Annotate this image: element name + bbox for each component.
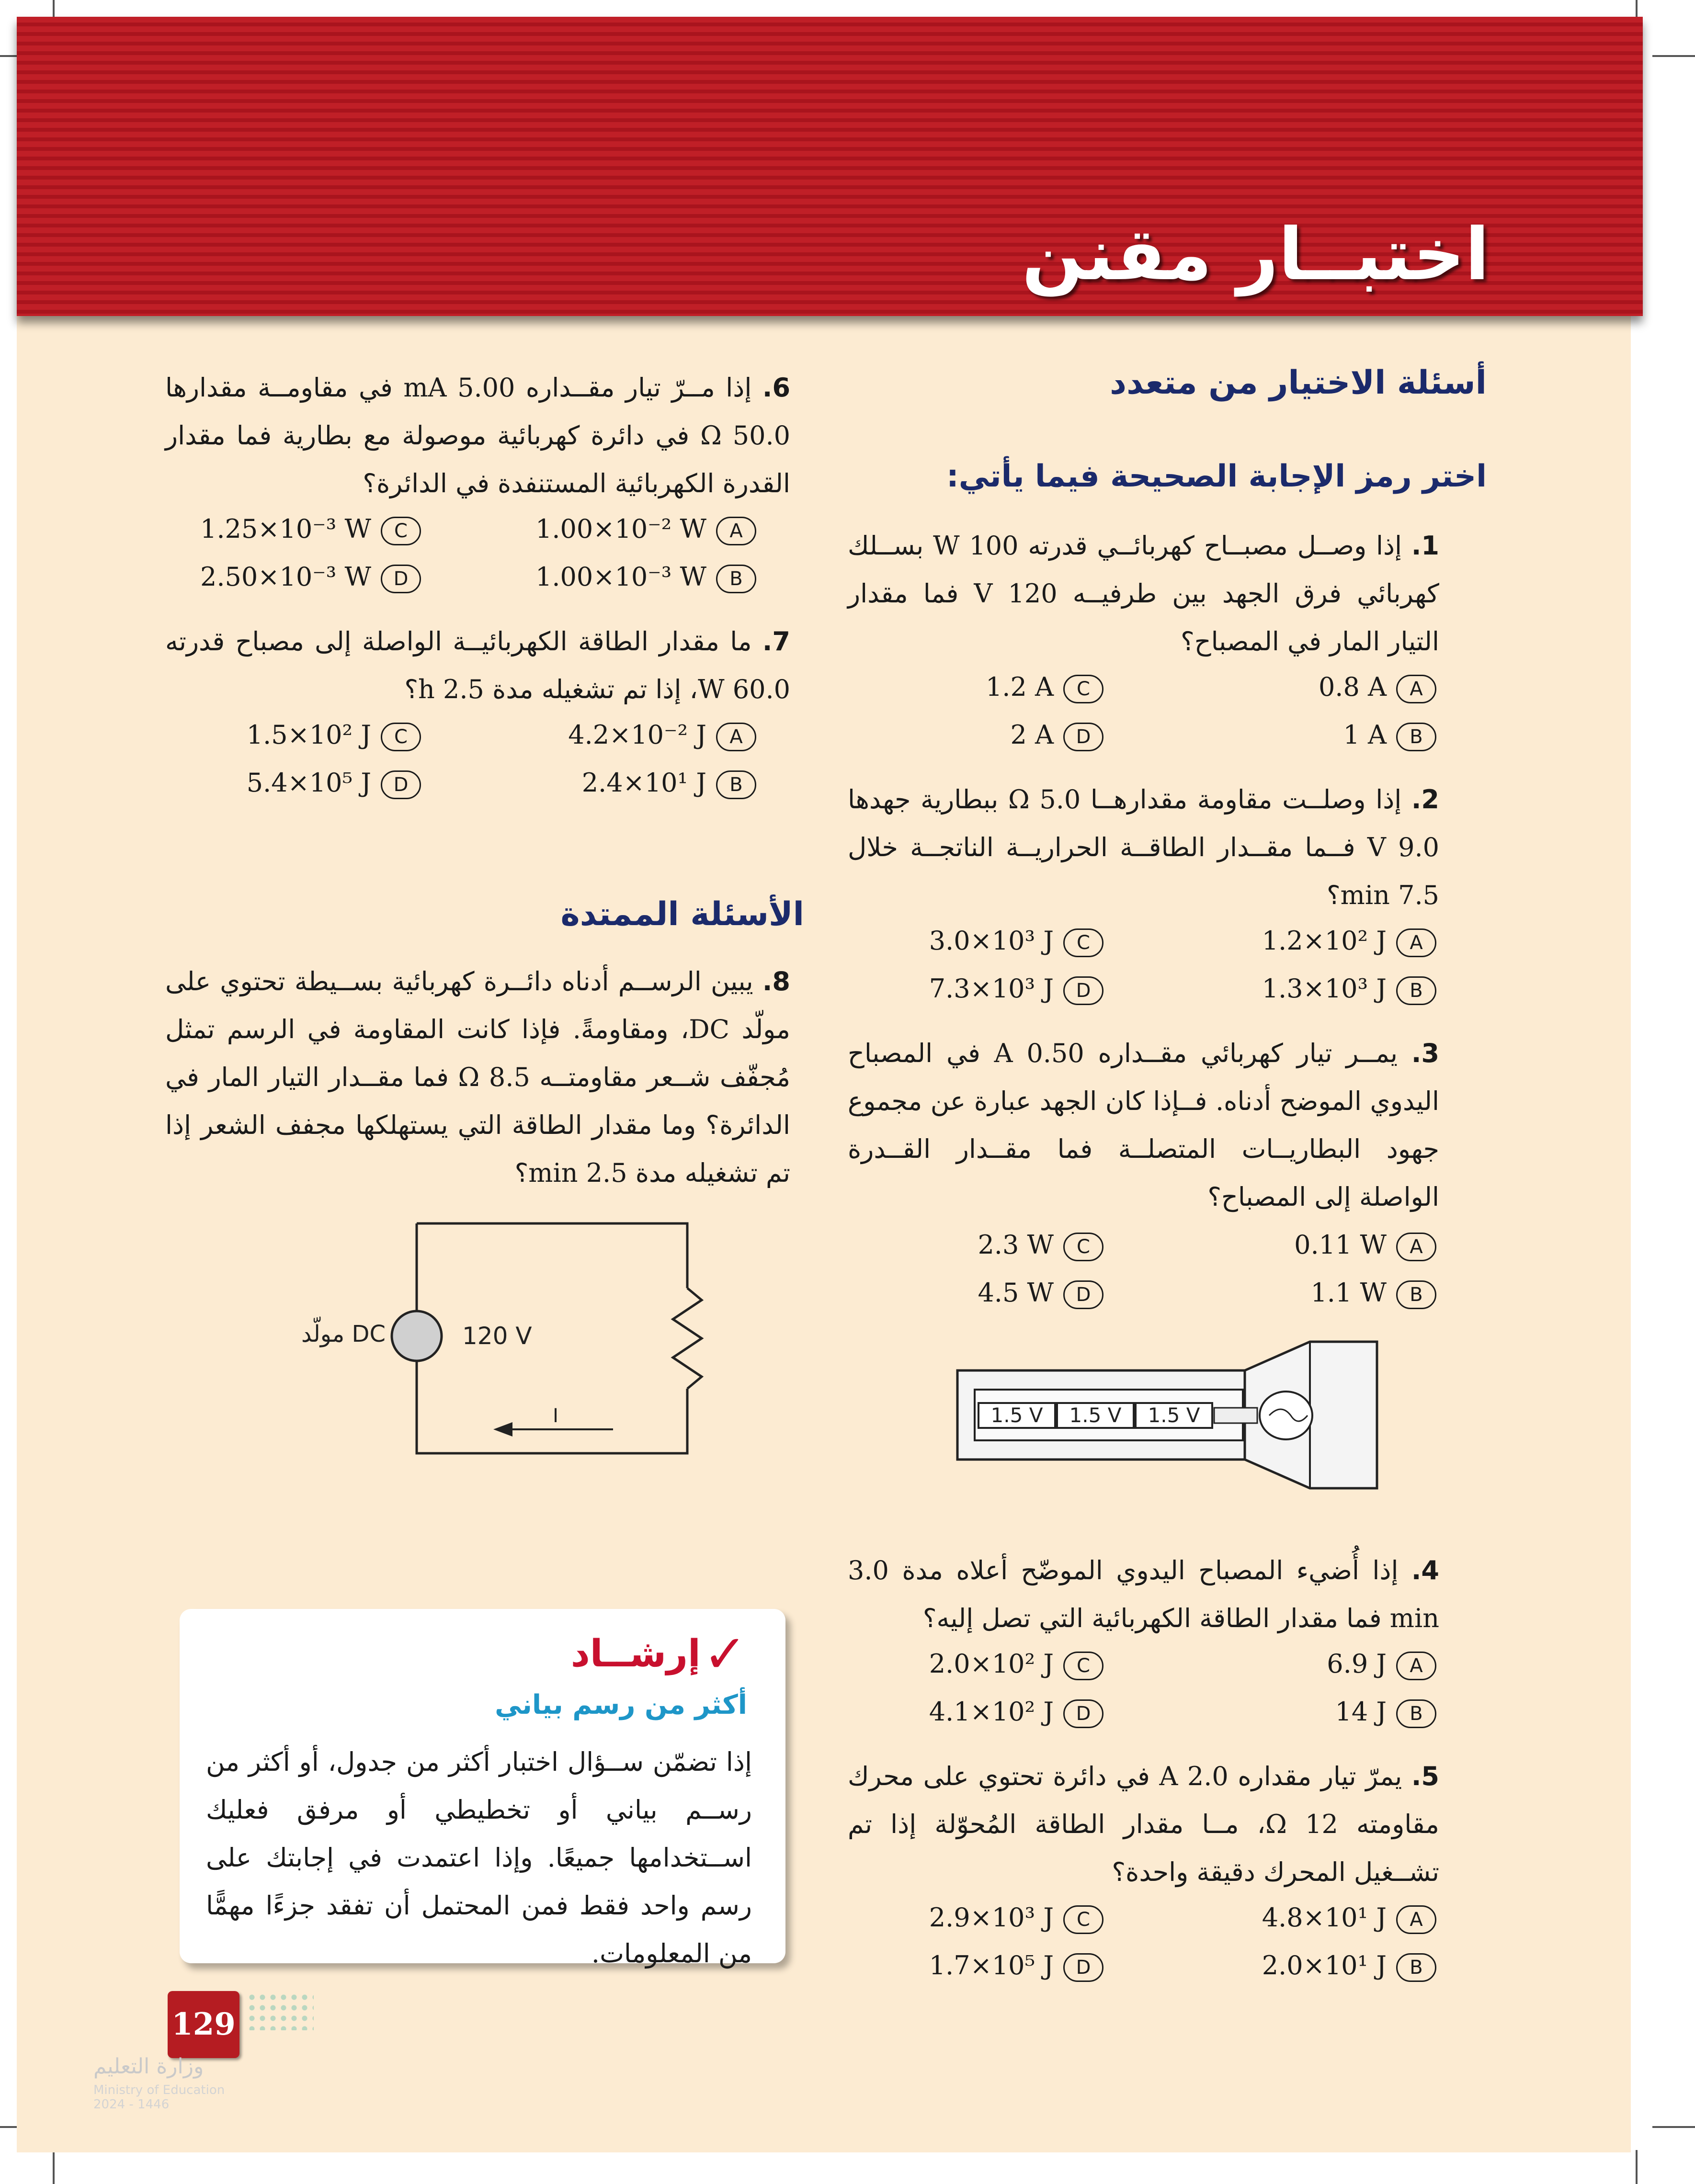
tip-heading bbox=[571, 1623, 747, 1685]
option-value: 6.9 J bbox=[1327, 1649, 1387, 1679]
option-value: 5.4×10⁵ J bbox=[246, 768, 371, 798]
question-text: يمرّ تيار مقداره 2.0 A في دائرة تحتوي على محرك مقاومته 12 Ω، مــا مقدار الطاقة المُحوّلة إذا تم تشــغيل المحرك دقيقة واحدة؟ bbox=[848, 1761, 1439, 1887]
crop-mark bbox=[1636, 2150, 1638, 2184]
question-text: يمــر تيار كهربائي مقــداره 0.50 A في المصباح اليدوي الموضح أدناه. فــإذا كان الجهد عبارة عن مجموع جهود البطاريــات المتصلــة فما مقــدار القــدرة الواصلة إلى المصباح؟ bbox=[848, 1038, 1439, 1212]
option-letter-b: B bbox=[1396, 1953, 1436, 1982]
ministry-year: 2024 - 1446 bbox=[93, 2097, 170, 2112]
option-letter-d: D bbox=[1063, 976, 1103, 1005]
option-d[interactable] bbox=[978, 1278, 1103, 1309]
option-value: 1.1 W bbox=[1310, 1278, 1387, 1308]
question-4 bbox=[848, 1547, 1439, 1642]
ministry-logo-icon bbox=[247, 1992, 314, 2030]
option-value: 4.1×10² J bbox=[929, 1697, 1054, 1727]
question-6 bbox=[165, 364, 790, 508]
question-text: يبين الرســم أدناه دائــرة كهربائية بســيطة تحتوي على مولّد DC، ومقاومةً. فإذا كانت المقاومة في الرسم تمثل مُجفّف شــعر مقاومتــه 8.5 Ω فما مقــدار التيار المار في الدائرة؟ وما مقدار الطاقة التي يستهلكها مجفف الشعر إذا تم تشغيله مدة 2.5 min؟ bbox=[165, 966, 790, 1188]
option-letter-b: B bbox=[1396, 723, 1436, 751]
option-letter-a: A bbox=[1396, 1233, 1436, 1261]
option-c[interactable] bbox=[986, 672, 1103, 703]
option-value: 2.3 W bbox=[978, 1230, 1054, 1260]
option-letter-a: A bbox=[1396, 675, 1436, 703]
ministry-name: وزارة التعليم bbox=[93, 2054, 204, 2079]
crop-mark bbox=[1652, 2126, 1695, 2128]
option-value: 14 J bbox=[1335, 1697, 1387, 1727]
battery-label: 1.5 V bbox=[1148, 1403, 1200, 1427]
option-a[interactable] bbox=[1262, 926, 1436, 957]
option-c[interactable] bbox=[929, 1902, 1103, 1934]
option-letter-a: A bbox=[1396, 928, 1436, 957]
tip-body: إذا تضمّن ســؤال اختبار أكثر من جدول، أو أكثر من رســم بياني أو تخطيطي أو مرفق فعليك اســتخدامها جميعًا. وإذا اعتمدت في إجابتك على رسم واحد فقط فمن المحتمل أن تفقد جزءًا مهمًّا من المعلومات. bbox=[206, 1747, 752, 1969]
crop-mark bbox=[53, 2150, 55, 2184]
option-c[interactable] bbox=[929, 926, 1103, 957]
option-b[interactable] bbox=[1335, 1697, 1436, 1728]
option-b[interactable] bbox=[1343, 720, 1436, 751]
option-letter-d: D bbox=[1063, 1280, 1103, 1309]
resistor-icon bbox=[673, 1288, 702, 1389]
option-value: 2.9×10³ J bbox=[929, 1902, 1054, 1933]
option-value: 1.3×10³ J bbox=[1262, 973, 1387, 1004]
option-letter-c: C bbox=[381, 517, 421, 545]
question-text: إذا أُضيء المصباح اليدوي الموضّح أعلاه مدة 3.0 min فما مقدار الطاقة الكهربائية التي تصل إليه؟ bbox=[848, 1555, 1439, 1633]
option-letter-a: A bbox=[716, 723, 756, 751]
option-value: 1.2 A bbox=[985, 672, 1054, 702]
option-letter-d: D bbox=[381, 565, 421, 593]
option-b[interactable] bbox=[535, 562, 756, 593]
option-d[interactable] bbox=[1010, 720, 1103, 751]
option-letter-d: D bbox=[1063, 1953, 1103, 1982]
question-5 bbox=[848, 1753, 1439, 1896]
option-b[interactable] bbox=[1262, 973, 1436, 1005]
option-d[interactable] bbox=[929, 973, 1103, 1005]
section-instruction: اختر رمز الإجابة الصحيحة فيما يأتي: bbox=[946, 459, 1487, 494]
option-c[interactable] bbox=[247, 720, 421, 751]
option-value: 4.2×10⁻² J bbox=[568, 720, 706, 750]
header-banner bbox=[17, 17, 1643, 316]
option-letter-c: C bbox=[381, 723, 421, 751]
current-label: I bbox=[553, 1405, 558, 1427]
option-a[interactable] bbox=[1262, 1902, 1436, 1934]
question-number: 8. bbox=[762, 966, 790, 996]
question-text: إذا وصلــت مقاومة مقدارهــا 5.0 Ω ببطارية جهدها 9.0 V فــما مقــدار الطاقــة الحراريــة الناتجــة خلال 7.5 min؟ bbox=[848, 784, 1439, 910]
option-d[interactable] bbox=[929, 1697, 1103, 1728]
option-a[interactable] bbox=[535, 514, 756, 545]
circuit-diagram bbox=[287, 1211, 718, 1460]
option-value: 0.8 A bbox=[1318, 672, 1387, 702]
option-value: 4.8×10¹ J bbox=[1262, 1902, 1387, 1933]
option-letter-d: D bbox=[381, 770, 421, 799]
option-value: 2.0×10¹ J bbox=[1262, 1950, 1387, 1980]
page-number: 129 bbox=[168, 1991, 239, 2058]
ministry-subtitle bbox=[93, 2083, 225, 2112]
tip-heading-text: إرشــاد bbox=[570, 1632, 701, 1675]
ministry-subtitle-en: Ministry of Education bbox=[93, 2083, 225, 2097]
question-8 bbox=[165, 958, 790, 1197]
option-letter-c: C bbox=[1063, 675, 1103, 703]
option-a[interactable] bbox=[568, 720, 756, 751]
option-value: 1 A bbox=[1343, 720, 1387, 750]
option-a[interactable] bbox=[1294, 1230, 1436, 1261]
option-d[interactable] bbox=[929, 1950, 1103, 1982]
option-value: 1.5×10² J bbox=[246, 720, 371, 750]
question-number: 5. bbox=[1411, 1761, 1439, 1791]
option-value: 7.3×10³ J bbox=[929, 973, 1054, 1004]
option-value: 3.0×10³ J bbox=[929, 926, 1054, 956]
option-c[interactable] bbox=[929, 1649, 1103, 1680]
question-number: 3. bbox=[1411, 1038, 1440, 1068]
question-1 bbox=[848, 522, 1439, 666]
option-c[interactable] bbox=[200, 514, 421, 545]
option-value: 2 A bbox=[1010, 720, 1054, 750]
question-2 bbox=[848, 776, 1439, 919]
option-value: 4.5 W bbox=[978, 1278, 1054, 1308]
option-value: 2.0×10² J bbox=[929, 1649, 1054, 1679]
question-text: إذا مــرّ تيار مقــداره 5.00 mA في مقاومــة مقدارها 50.0 Ω في دائرة كهربائية موصولة مع بطارية فما مقدار القدرة الكهربائية المستنفدة في الدائرة؟ bbox=[165, 373, 790, 498]
option-letter-a: A bbox=[716, 517, 756, 545]
option-d[interactable] bbox=[247, 768, 421, 799]
option-value: 1.2×10² J bbox=[1262, 926, 1387, 956]
option-letter-a: A bbox=[1396, 1652, 1436, 1680]
circuit-wire bbox=[417, 1223, 687, 1288]
option-letter-c: C bbox=[1063, 1905, 1103, 1934]
option-value: 0.11 W bbox=[1294, 1230, 1387, 1260]
page-title: اختبــار مقنن bbox=[1022, 213, 1490, 296]
bulb-icon bbox=[1260, 1392, 1312, 1439]
battery-label: 1.5 V bbox=[990, 1403, 1043, 1427]
option-b[interactable] bbox=[1262, 1950, 1436, 1982]
option-value: 1.7×10⁵ J bbox=[929, 1950, 1054, 1980]
current-arrow-head bbox=[493, 1422, 512, 1437]
option-a[interactable] bbox=[1327, 1649, 1436, 1680]
option-value: 1.00×10⁻³ W bbox=[535, 562, 706, 592]
section-title-extended: الأسئلة الممتدة bbox=[560, 895, 804, 933]
option-b[interactable] bbox=[582, 768, 756, 799]
option-value: 2.4×10¹ J bbox=[581, 768, 706, 798]
battery-label: 1.5 V bbox=[1069, 1403, 1122, 1427]
question-number: 7. bbox=[762, 626, 790, 656]
tip-subheading: أكثر من رسم بياني bbox=[495, 1689, 747, 1720]
tip-box bbox=[180, 1609, 785, 1969]
bulb-socket bbox=[1214, 1408, 1257, 1423]
option-d[interactable] bbox=[200, 562, 421, 593]
option-letter-d: D bbox=[1063, 723, 1103, 751]
option-value: 2.50×10⁻³ W bbox=[200, 562, 371, 592]
question-number: 6. bbox=[762, 373, 791, 403]
option-value: 1.00×10⁻² W bbox=[535, 514, 706, 544]
option-letter-c: C bbox=[1063, 928, 1103, 957]
option-letter-b: B bbox=[1396, 1280, 1436, 1309]
option-b[interactable] bbox=[1310, 1278, 1436, 1309]
option-a[interactable] bbox=[1319, 672, 1436, 703]
question-text: إذا وصــل مصبــاح كهربائــي قدرته 100 W بســلك كهربائي فرق الجهد بين طرفيــه 120 V فما مقدار التيار المار في المصباح؟ bbox=[848, 531, 1440, 656]
option-letter-b: B bbox=[716, 770, 756, 799]
flashlight-diagram bbox=[956, 1336, 1387, 1499]
option-letter-a: A bbox=[1396, 1905, 1436, 1934]
option-letter-b: B bbox=[1396, 976, 1436, 1005]
option-letter-b: B bbox=[716, 565, 756, 593]
question-number: 2. bbox=[1411, 784, 1439, 815]
section-title-multiple-choice: أسئلة الاختيار من متعدد bbox=[1110, 364, 1487, 402]
option-letter-b: B bbox=[1396, 1699, 1436, 1728]
generator-icon bbox=[392, 1311, 442, 1361]
question-7 bbox=[165, 618, 790, 713]
option-c[interactable] bbox=[978, 1230, 1103, 1261]
question-number: 1. bbox=[1411, 531, 1439, 561]
voltage-label: 120 V bbox=[462, 1322, 532, 1350]
checkmark-icon: ✓ bbox=[703, 1623, 747, 1685]
question-text: ما مقدار الطاقة الكهربائيــة الواصلة إلى مصباح قدرته 60.0 W، إذا تم تشغيله مدة 2.5 h؟ bbox=[165, 626, 790, 704]
option-letter-d: D bbox=[1063, 1699, 1103, 1728]
option-letter-c: C bbox=[1063, 1652, 1103, 1680]
question-3 bbox=[848, 1030, 1439, 1221]
circuit-wire bbox=[417, 1350, 687, 1453]
crop-mark bbox=[1652, 55, 1695, 57]
question-number: 4. bbox=[1411, 1555, 1439, 1585]
generator-label: مولّد DC bbox=[301, 1321, 386, 1347]
option-value: 1.25×10⁻³ W bbox=[200, 514, 371, 544]
option-letter-c: C bbox=[1063, 1233, 1103, 1261]
